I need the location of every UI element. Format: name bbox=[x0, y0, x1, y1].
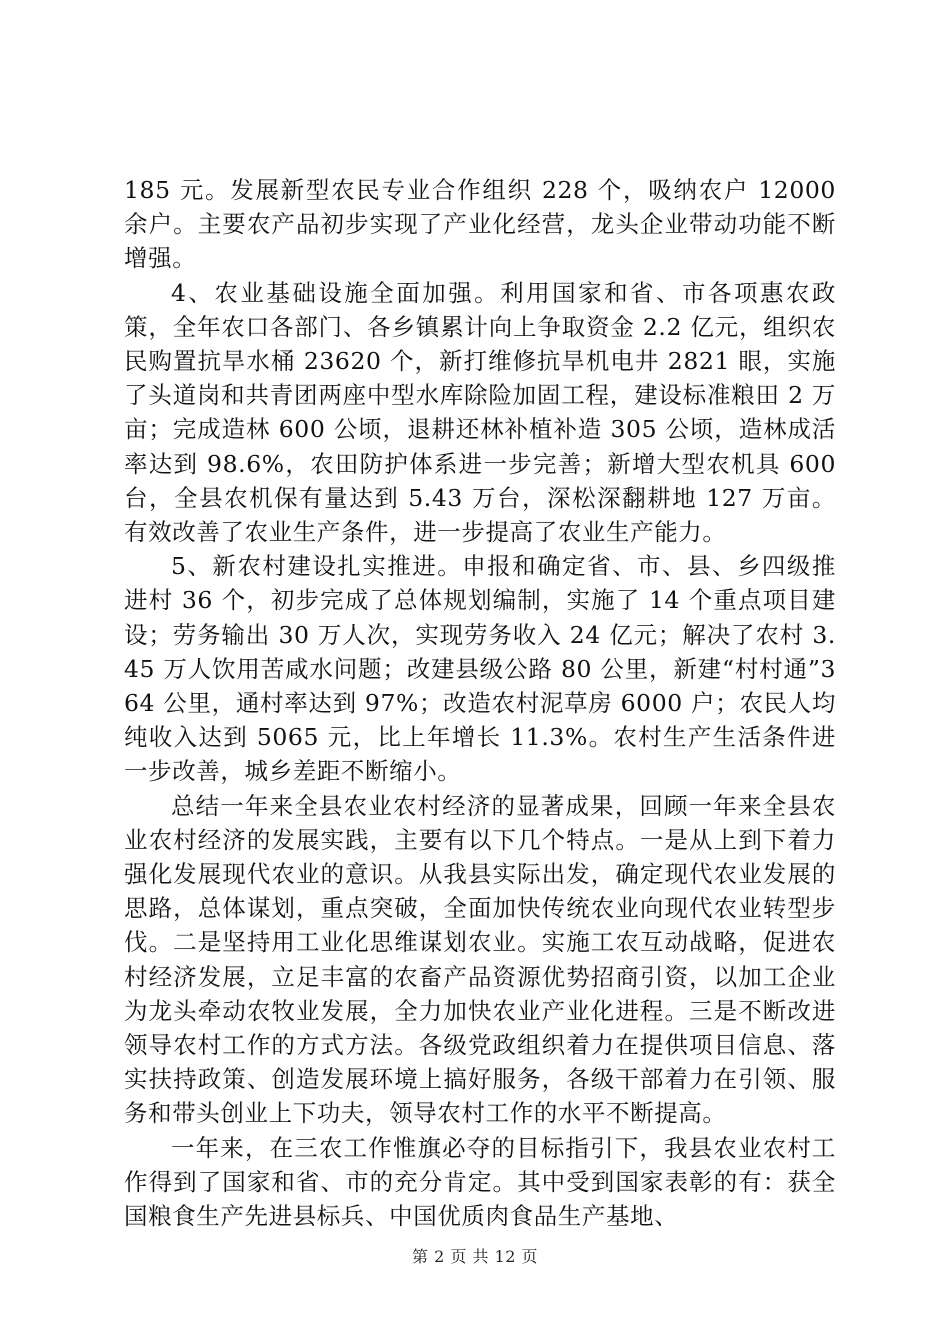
page-number-footer: 第 2 页 共 12 页 bbox=[412, 1247, 538, 1266]
paragraph-new-countryside: 5、新农村建设扎实推进。申报和确定省、市、县、乡四级推进村 36 个，初步完成了总体规划编制，实施了 14 个重点项目建设；劳务输出 30 万人次，实现劳务收入 24 亿元；解决了农村 3.45 万人饮用苦咸水问题；改建县级公路 80 公里，新建“村村通”364 公里，通村率达到 97%；改造农村泥草房 6000 户；农民人均纯收入达到 5065 元，比上年增长 11.3%。农村生产生活条件进一步改善，城乡差距不断缩小。 bbox=[124, 552, 836, 786]
paragraph-summary: 总结一年来全县农业农村经济的显著成果，回顾一年来全县农业农村经济的发展实践，主要有以下几个特点。一是从上到下着力强化发展现代农业的意识。从我县实际出发，确定现代农业发展的思路，总体谋划，重点突破，全面加快传统农业向现代农业转型步伐。二是坚持用工业化思维谋划农业。实施工农互动战略，促进农村经济发展，立足丰富的农畜产品资源优势招商引资，以加工企业为龙头牵动农牧业发展，全力加快农业产业化进程。三是不断改进领导农村工作的方式方法。各级党政组织着力在提供项目信息、落实扶持政策、创造发展环境上搞好服务，各级干部着力在引领、服务和带头创业上下功夫，领导农村工作的水平不断提高。 bbox=[124, 791, 836, 1128]
paragraph-recognition: 一年来，在三农工作惟旗必夺的目标指引下，我县农业农村工作得到了国家和省、市的充分肯定。其中受到国家表彰的有：获全国粮食生产先进县标兵、中国优质肉食品生产基地、 bbox=[124, 1133, 836, 1231]
document-body bbox=[124, 173, 836, 1233]
paragraph-continuation: 185 元。发展新型农民专业合作组织 228 个，吸纳农户 12000 余户。主要农产品初步实现了产业化经营，龙头企业带动功能不断增强。 bbox=[124, 176, 836, 273]
paragraph-infrastructure: 4、农业基础设施全面加强。利用国家和省、市各项惠农政策，全年农口各部门、各乡镇累计向上争取资金 2.2 亿元，组织农民购置抗旱水桶 23620 个，新打维修抗旱机电井 2821 眼，实施了头道岗和共青团两座中型水库除险加固工程，建设标准粮田 2 万亩；完成造林 600 公顷，退耕还林补植补造 305 公顷，造林成活率达到 98.6%，农田防护体系进一步完善；新增大型农机具 600 台，全县农机保有量达到 5.43 万台，深松深翻耕地 127 万亩。有效改善了农业生产条件，进一步提高了农业生产能力。 bbox=[124, 278, 836, 547]
